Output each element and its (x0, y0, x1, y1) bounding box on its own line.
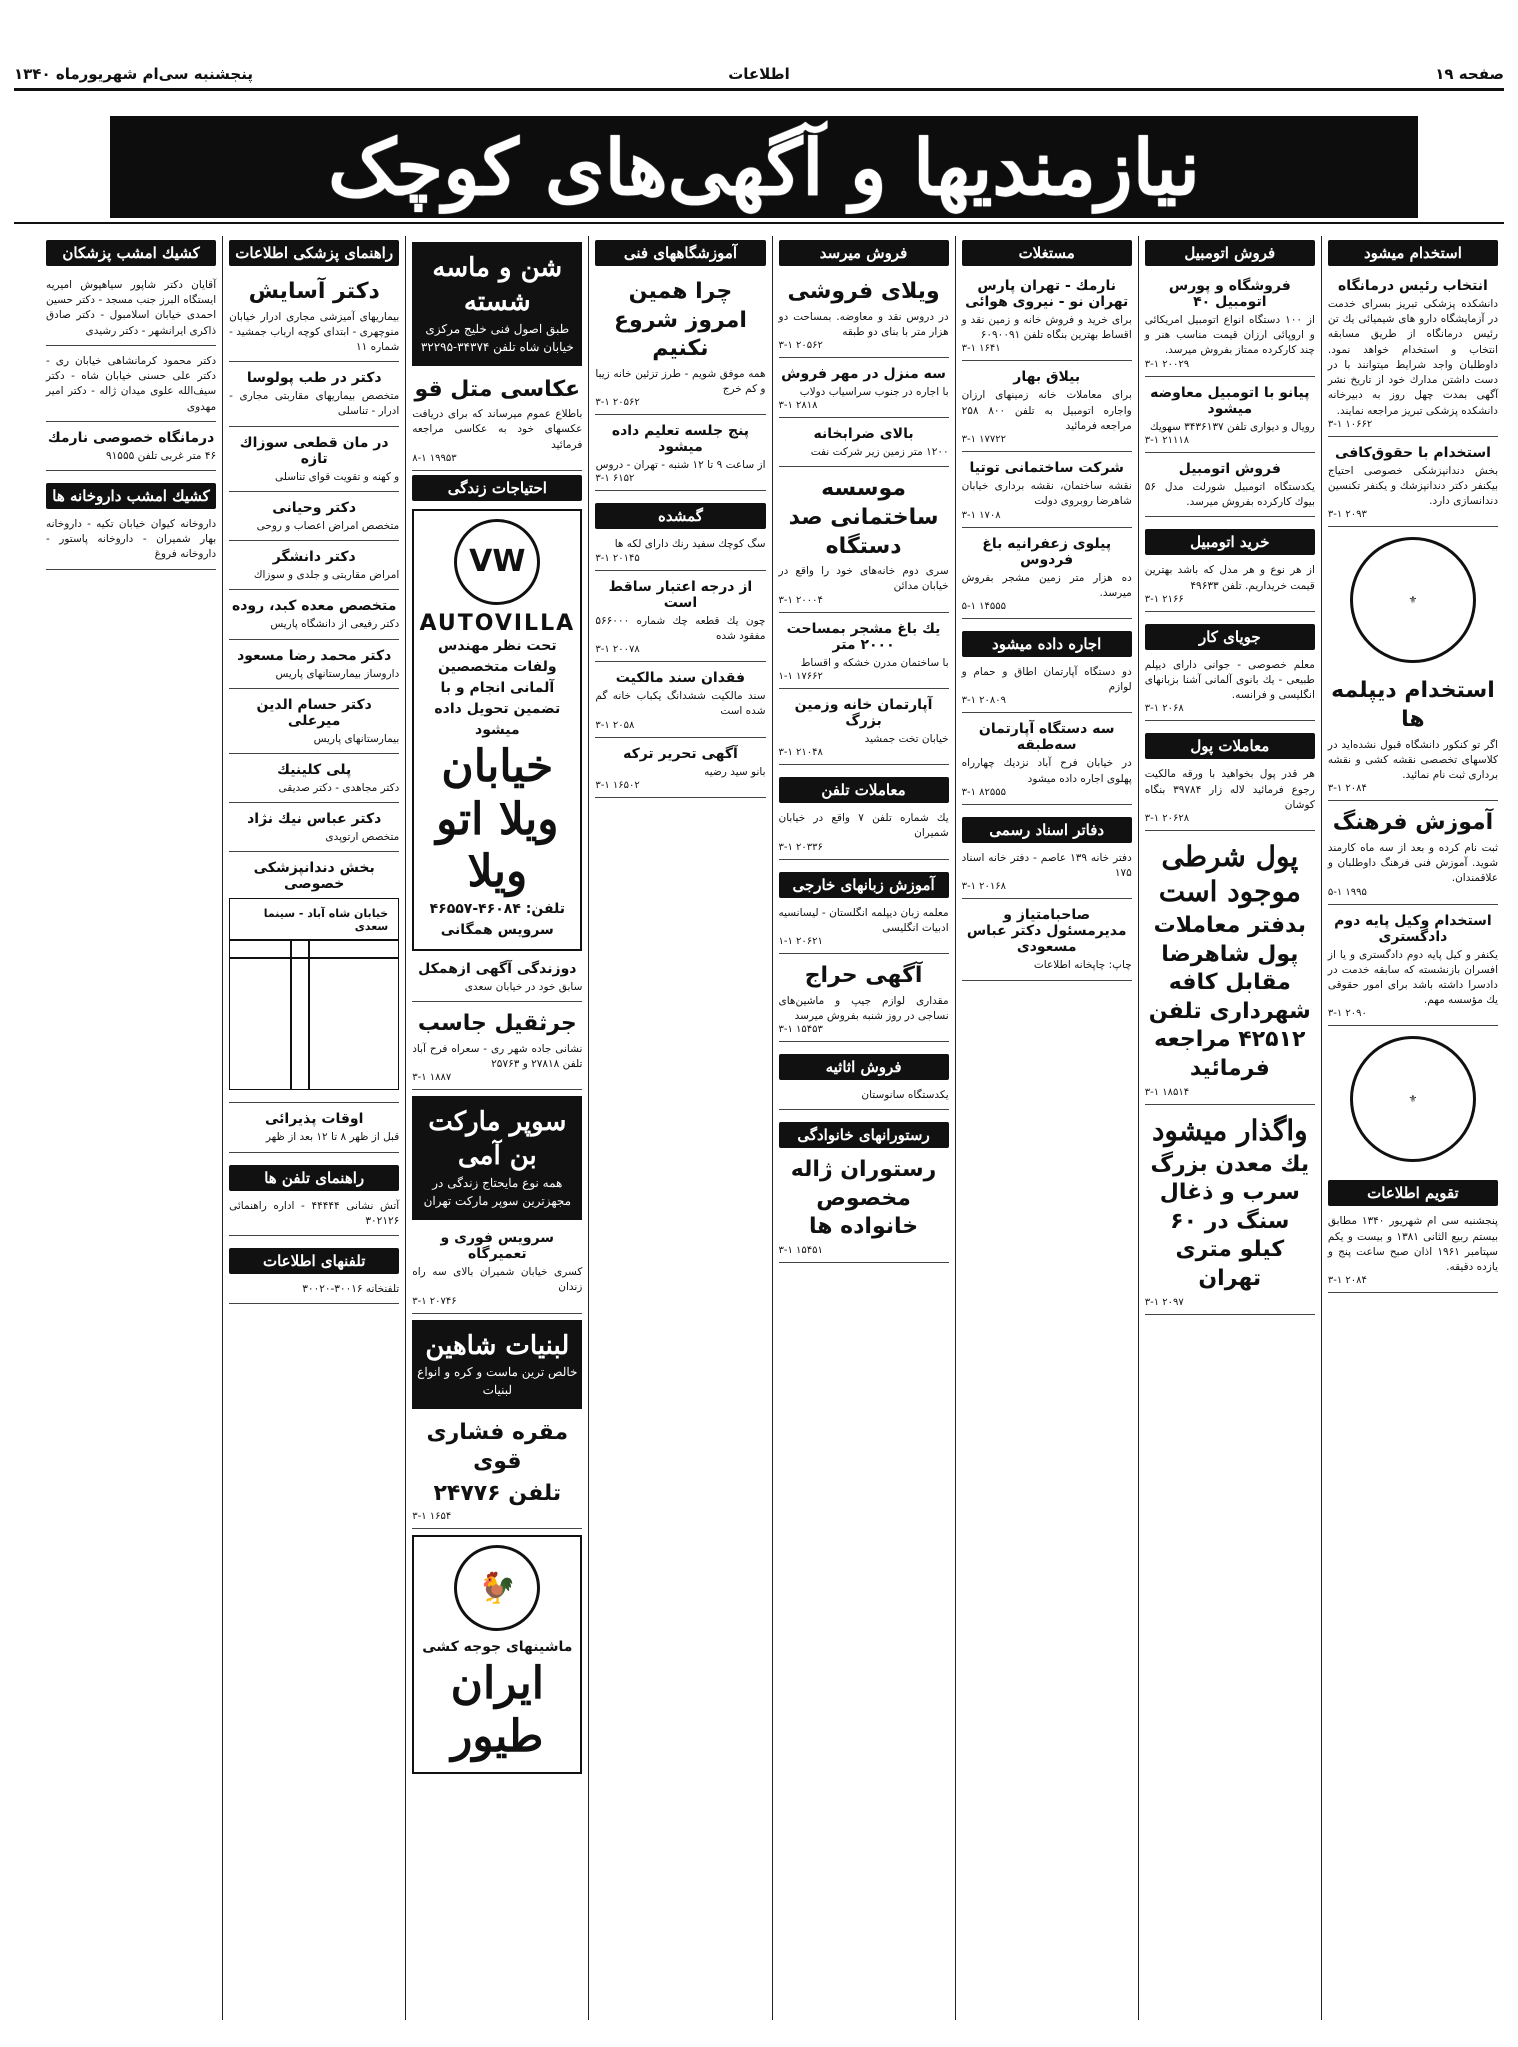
ad-phone: تلفن: ۴۶۰۸۴-۴۶۵۵۷ سرویس همگانی (429, 901, 566, 939)
ad-body: هر قدر پول بخواهید با ورقه مالکیت رجوع فرمائید لاله زار ۳۹۷۸۴ بنگاه کوشان (1144, 768, 1315, 811)
ad-title: پیانو با اتومبیل معاوضه میشود (1150, 384, 1310, 417)
ad-title: آموزش فرهنگ (1332, 810, 1494, 836)
ad-item (229, 545, 399, 590)
ad-item (779, 617, 949, 689)
ad-item (779, 362, 949, 418)
ad-body: خالص ترین ماست و کره و انواع لبنیات (417, 1365, 578, 1398)
ad-code: ۵-۱ ۱۹۹۵ (1327, 886, 1367, 898)
section-header: احتیاجات زندگی (412, 475, 582, 501)
ad-item (1328, 274, 1498, 437)
ad-body: از هر نوع و هر مدل که باشد بهترین قیمت خریداریم. تلفن ۴۹۶۳۳ (1144, 564, 1315, 592)
ad-item (1328, 673, 1498, 801)
ad-title: پول شرطی موجود است (1158, 840, 1301, 909)
sand-ad (412, 242, 582, 366)
ad-item (595, 666, 765, 737)
autovilla-ad (412, 509, 582, 951)
ad-body: کسری خیابان شمیران بالای سه راه زندان (412, 1266, 583, 1294)
ad-code: ۳-۱ ۱۵۴۵۱ (778, 1245, 823, 1257)
ad-item (229, 644, 399, 689)
ad-title: دوزندگی آگهی ازهمکل (418, 961, 577, 978)
ad-item (229, 366, 399, 426)
ad-body: ثبت نام کرده و بعد از سه ماه کارمند شوید. آموزش فنی فرهنگ داوطلبان و علاقمندان. (1327, 841, 1498, 885)
ad-code: ۳-۱ ۲۰۱۶۸ (961, 881, 1007, 893)
ad-body: همه موفق شویم - طرز تزئین خانه زیبا و کم خرج (595, 367, 766, 395)
ad-body: با اجاره در جنوب سراسیاب دولاب (799, 386, 949, 399)
ad-item (412, 1226, 582, 1313)
column-employment (1321, 236, 1504, 2020)
ad-title: بخش دندانپزشکی خصوصی (253, 860, 375, 893)
ad-body: برای خرید و فروش خانه و زمین نقد و اقساط بهترین بنگاه تلفن ۶۰۹۰۰۹۱ (961, 314, 1132, 342)
ad-code: ۳-۱ ۶۱۵۲ (595, 473, 635, 485)
ad-title: فقدان سند مالکیت (615, 670, 746, 687)
ad-body: تلفنخانه ۳۰۰۱۶-۳۰۰۲۰ (302, 1283, 400, 1296)
ad-item (595, 742, 765, 798)
ad-code: ۳-۱ ۲۸۱۸ (778, 400, 818, 412)
ad-body: داروخانه کیوان خیابان تکیه - داروخانه بهار شمیران - داروخانه پاستور - داروخانه فروغ (46, 517, 217, 561)
ad-code: ۱-۱ ۲۰۶۲۱ (778, 936, 823, 947)
ad-title: فروش اتومبیل (1178, 460, 1281, 477)
ad-code: ۳-۱ ۱۵۴۵۳ (778, 1024, 823, 1036)
ad-item (46, 350, 216, 422)
ad-item (46, 475, 216, 570)
ad-body: از ساعت ۹ تا ۱۲ شنبه - تهران - دروس (595, 459, 766, 472)
ad-item (229, 496, 399, 541)
ad-item (779, 1114, 949, 1263)
ad-title: اوقات پذیرائی (264, 1111, 364, 1128)
ad-title: فروشگاه و پورس اتومبیل ۴۰ (1168, 278, 1291, 310)
ad-body: اگر تو کنکور دانشگاه قبول نشده‌اید در کلاسهای تخصصی نقشه کشی و نقشه برداری ثبت نام نمائید. (1327, 738, 1498, 782)
ad-body: ۴۶ متر غربی تلفن ۹۱۵۵۵ (106, 449, 217, 462)
ad-subtitle: خیابان ویلا اتو ویلا (436, 740, 559, 898)
poultry-ad (412, 1535, 582, 1774)
ad-title: واگذار میشود (1151, 1113, 1308, 1147)
column-medical-guide (222, 236, 405, 2020)
ad-title: بالای ضرابخانه (813, 426, 914, 443)
ad-code: ۳-۱ ۲۰۳۳۶ (778, 841, 823, 853)
ad-item (46, 274, 216, 346)
ad-body: بیمارستانهای پاریس (313, 732, 400, 745)
ad-item (779, 422, 949, 467)
ad-code: ۳-۱ ۱۸۵۱۴ (1144, 1086, 1190, 1098)
ad-code: ۳-۱ ۱۸۸۷ (412, 1072, 452, 1084)
ad-code: ۵-۱ ۱۴۵۵۵ (961, 600, 1007, 612)
ad-body: دانشکده پزشکی تبریز بسرای خدمت در آزمایشگاه دارو های شیمیائی یك تن رئیس درمانگاه از طریق مسابقه انتخاب و استخدام خواهد نمود. داوطلبان واجد شرایط میتوانند با در دست داشتن مدارك خود از تاریخ نشر آگهی بمدت چهل روز به دبیرخانه دانشکده پزشکی تبریز مراجعه نمایند. (1327, 298, 1498, 417)
ad-body: رستوران ژاله مخصوص خانواده ها (790, 1157, 937, 1240)
ad-code: ۳-۱ ۲۰۹۷ (1144, 1296, 1184, 1308)
ad-item (779, 1046, 949, 1110)
ad-title: ویلای فروشی (787, 279, 940, 304)
ad-item (595, 575, 765, 662)
ad-title: دکتر محمد رضا مسعود (237, 647, 392, 664)
ad-body: متخصص بیماریهای مقاربتی مجاری - ادرار - تناسلی (229, 390, 400, 418)
ad-body: آقایان دکتر شاپور سیاهپوش امیریه ایستگاه البرز جنب مسجد - دکتر حسین احمدی خیابان اسلامبول - دکتر صادق ذاکری ایرانشهر - دکتر رشیدی (46, 279, 217, 337)
ad-code: ۳-۱ ۲۰۶۲۸ (1144, 813, 1190, 825)
ad-item (595, 419, 765, 491)
ad-code: ۳-۱ ۲۰۸۰۹ (961, 695, 1007, 707)
classified-columns (40, 236, 1504, 2020)
ministry-seal-icon: ⚜ (1350, 1036, 1476, 1162)
ad-body: سگ کوچك سفید رنك دارای لکه ها (614, 538, 766, 551)
ad-item (229, 758, 399, 803)
ad-code: ۳-۱ ۲۱۶۶ (1144, 593, 1184, 605)
rooster-icon: 🐓 (454, 1545, 540, 1631)
vw-logo-icon: VW (454, 519, 540, 605)
ad-item (1328, 1172, 1498, 1293)
ad-item (1328, 805, 1498, 904)
ad-item (779, 471, 949, 612)
ad-title: صاحبامتیاز و مدیرمسئول دکتر عباس مسعودی (966, 907, 1127, 956)
newspaper-name: اطلاعات (728, 65, 790, 83)
ad-title: جویای کار (1145, 624, 1315, 650)
ad-item (779, 864, 949, 954)
ad-title: سوپر مارکت بن آمی (428, 1107, 567, 1172)
ad-code: ۳-۱ ۲۰۵۸ (595, 719, 635, 731)
ad-title: دکتر حسام الدین میرعلی (256, 696, 372, 729)
ad-code: ۳-۱ ۲۰۰۲۹ (1144, 358, 1190, 370)
ad-title: عکاسی متل قو (414, 376, 581, 402)
ad-body: سابق خود در خیابان سعدی (464, 981, 583, 994)
ad-item (779, 274, 949, 358)
ad-title: پنج جلسه تعلیم داده میشود (611, 423, 750, 456)
ad-item (1145, 274, 1315, 377)
banner-title: نیازمندیها و آگهی‌های کوچک (328, 122, 1200, 212)
ad-body: برای معاملات خانه زمینهای ارزان واجاره اتومبیل به تلفن ۸۰۰ ۲۵۸ مراجعه فرمائید (961, 389, 1132, 432)
ad-title: آگهی تحریر ترکه (623, 745, 738, 762)
ad-code: ۳-۱ ۲۰۵۶۲ (778, 340, 823, 352)
ad-body: متخصص امراض اعصاب و روحی (256, 519, 400, 532)
map-road (290, 939, 310, 1089)
clinic-map (229, 898, 399, 1090)
ad-body: طبق اصول فنی خلیج مرکزی خیابان شاه تلفن ۳۴۳۷۴-۳۲۲۹۵ (420, 321, 574, 354)
ad-item (1328, 441, 1498, 528)
column-for-sale (772, 236, 955, 2020)
ad-body: چون یك قطعه چك شماره ۵۶۶۰۰۰ مفقود شده (595, 614, 766, 642)
ad-item (779, 693, 949, 765)
ad-title: انتخاب رئیس درمانگاه (1338, 278, 1488, 294)
ad-title: خرید اتومبیل (1145, 529, 1315, 555)
ad-body: بدفتر معاملات پول شاهرضا مقابل کافه شهرداری تلفن ۴۲۵۱۲ مراجعه فرمائید (1148, 913, 1311, 1082)
ad-code: ۸-۱ ۱۹۹۵۳ (412, 452, 457, 464)
ministry-seal-icon: ⚜ (1350, 537, 1476, 663)
ad-body: تلفن ۲۴۷۷۶ (433, 1480, 562, 1506)
ad-title: راهنمای تلفن ها (229, 1165, 399, 1191)
column-header: فروش میرسد (779, 240, 949, 266)
ad-title: موسسه ساختمانی صد دستگاه (788, 476, 939, 559)
ad-title: آگهی حراج (804, 963, 923, 988)
ad-code: ۳-۱ ۱۶۵۰۲ (595, 779, 640, 791)
ad-title: دکتر عباس نیك نژاد (247, 811, 382, 828)
ad-body: آتش نشانی ۴۴۴۴۴ - اداره راهنمائی ۳۰۲۱۲۶ (229, 1199, 400, 1227)
ad-title: دفاتر اسناد رسمی (962, 817, 1132, 843)
ad-title: استخدام دیپلمه ها (1331, 678, 1495, 732)
issue-date: پنجشنبه سی‌ام شهریورماه ۱۳۴۰ (14, 65, 253, 83)
ad-item (962, 456, 1132, 527)
ad-body: دکتر رفیعی از دانشگاه پاریس (270, 618, 400, 631)
ad-body: خیابان تخت جمشید (864, 732, 949, 745)
ad-title: بیلاق بهار (1013, 369, 1081, 386)
ad-code: ۳-۱ ۸۲۵۵۵ (961, 786, 1007, 798)
ad-code: ۳-۱ ۱۶۴۱ (961, 343, 1001, 355)
ad-item (229, 807, 399, 852)
ad-item (595, 495, 765, 570)
ad-body: یکدستگاه سانوستان (861, 1089, 949, 1102)
ad-body: معلم خصوصی - جوانی دارای دیپلم طبیعی - یك بانوی آلمانی آشنا بزبانهای انگلیسی و فرانسه. (1144, 658, 1315, 702)
ad-body: ماشینهای جوجه کشی (422, 1639, 573, 1656)
ad-body: بانو سید رضیه (704, 765, 766, 778)
ad-title: آپارتمان خانه وزمین بزرگ (794, 696, 933, 729)
column-header: فروش اتومبیل (1145, 240, 1315, 266)
ad-item (412, 1415, 582, 1529)
ad-title: گمشده (595, 503, 765, 529)
ad-title: AUTOVILLA (419, 610, 576, 636)
ad-title: کشیك امشب داروخانه ها (46, 483, 216, 509)
dairy-ad (412, 1320, 582, 1410)
column-header: استخدام میشود (1328, 240, 1498, 266)
ad-body: ده هزار متر زمین مشجر بفروش میرسد. (961, 571, 1132, 599)
ad-body: در دروس نقد و معاوضه. بمساحت دو هزار متر با بنای دو طبقه (778, 310, 949, 338)
ad-body: پنجشنبه سی ام شهریور ۱۳۴۰ مطابق بیستم ربیع الثانی ۱۳۸۱ و بیست و یکم سپتامبر ۱۹۶۱ اذان صبح ساعت پنج و یازده دقیقه. (1327, 1215, 1499, 1274)
ad-item (229, 1240, 399, 1304)
ad-title: متخصص معده کبد، روده (231, 598, 397, 615)
ad-item (962, 365, 1132, 452)
ad-title: لبنیات شاهین (425, 1330, 570, 1361)
ad-title: آموزش زبانهای خارجی (779, 872, 949, 898)
ad-code: ۳-۱ ۲۰۱۴۵ (595, 552, 640, 564)
ad-item (1145, 616, 1315, 722)
ad-title: پیلوی زعفرانیه باغ فردوس (982, 535, 1112, 568)
ad-code: ۳-۱ ۱۰۶۶۲ (1327, 418, 1373, 430)
ad-code: ۳-۱ ۱۷۷۲۲ (961, 434, 1007, 446)
ad-title: اجاره داده میشود (962, 631, 1132, 657)
ad-title: تقویم اطلاعات (1328, 1180, 1498, 1206)
ad-code: ۳-۱ ۲۰۸۴ (1327, 1275, 1367, 1287)
column-schools (588, 236, 771, 2020)
ad-item (962, 623, 1132, 713)
ad-title: دکتر در طب پولوسا (246, 370, 382, 387)
ad-title: چرا همین امروز شروع نکنیم (614, 279, 747, 362)
publisher-credit (962, 903, 1132, 980)
ad-item (229, 594, 399, 639)
ad-item (1328, 909, 1498, 1027)
ad-code: ۳-۱ ۲۰۵۶۲ (595, 397, 640, 409)
ad-body: رویال و دیواری تلفن ۳۴۳۶۱۳۷ سهویك (1149, 420, 1315, 433)
ad-title: استخدام با حقوق‌کافی (1334, 444, 1491, 461)
ad-item (1145, 725, 1315, 831)
ad-body: معلمه زبان دیپلمه انگلستان - لیسانسیه ادبیات انگلیسی (778, 906, 949, 934)
ad-item (229, 693, 399, 754)
ad-body: نشانی جاده شهر ری - سعراه فرح آباد تلفن ۲۷۸۱۸ و ۲۵۷۶۳ (412, 1043, 583, 1071)
ad-title: معاملات تلفن (779, 777, 949, 803)
ad-body: امراض مقاربتی و جلدی و سوزاك (253, 569, 400, 582)
ad-item (1145, 1109, 1315, 1315)
ad-item (779, 769, 949, 859)
map-label: خیابان شاه آباد - سینما سعدی (263, 907, 389, 934)
ad-title: پلی کلینیك (277, 762, 352, 778)
ad-item (962, 717, 1132, 804)
ad-title: تلفنهای اطلاعات (229, 1248, 399, 1274)
ad-item (229, 1107, 399, 1152)
column-car-sales (1138, 236, 1321, 2020)
ad-body: سند مالکیت ششدانگ یکباب خانه گم شده است (595, 690, 766, 718)
ad-body: یکنفر و کیل پایه دوم دادگستری و یا از افسران بازنشسته که سابقه خدمت در دادسرا داشته باشد برای امور حقوقی یك مؤسسه مهم. (1327, 948, 1498, 1007)
ad-item (412, 1006, 582, 1090)
ad-item (412, 372, 582, 471)
ad-item (962, 809, 1132, 899)
ad-title: سه دستگاه آپارتمان سه‌طبقه (978, 721, 1115, 754)
column-header: مستغلات (962, 240, 1132, 266)
ad-code: ۳-۱ ۲۰۹۰ (1327, 1008, 1367, 1020)
ad-item (962, 532, 1132, 619)
ad-body: باطلاع عموم میرساند که برای دریافت عکسهای خود به عکاسی مراجعه فرمائید (412, 408, 583, 451)
ad-body: یك معدن بزرگ سرب و ذغال سنگ در ۶۰ کیلو متری تهران (1150, 1151, 1310, 1291)
ad-item (1145, 835, 1315, 1105)
ad-title: دکتر آسایش (248, 279, 380, 304)
ad-item (229, 856, 399, 1103)
map-road (230, 939, 398, 959)
ad-code: ۳-۱ ۲۱۱۱۸ (1144, 434, 1190, 446)
ad-code: ۳-۱ ۲۰۶۸ (1144, 703, 1184, 715)
ad-title: رستورانهای خانوادگی (779, 1122, 949, 1148)
ad-code: ۳-۱ ۲۱۰۴۸ (778, 747, 823, 759)
column-header: راهنمای پزشکی اطلاعات (229, 240, 399, 266)
ad-item (595, 274, 765, 415)
ad-title: شن و ماسه شسته (432, 253, 563, 317)
ad-body: تحت نظر مهندس ولفات متخصصین آلمانی انجام و با تضمین تحویل داده میشود (434, 637, 561, 738)
ad-body: چاپ: چاپخانه اطلاعات (1033, 959, 1132, 972)
ad-item (229, 1157, 399, 1236)
ad-title: جرثقیل جاسب (417, 1011, 577, 1037)
ad-body: یکدستگاه اتومبیل شورلت مدل ۵۶ بیوك کارکرده بفروش میرسد. (1144, 480, 1315, 509)
ad-item (1145, 457, 1315, 517)
ad-body: نقشه ساختمان، نقشه برداری خیابان شاهرضا روبروی دولت (961, 480, 1132, 508)
ad-title: دکتر دانشگر (272, 549, 356, 566)
ad-body: یك شماره تلفن ۷ واقع در خیابان شمیران (778, 812, 949, 840)
ad-body: و کهنه و تقویت قوای تناسلی (274, 470, 400, 483)
ad-item (46, 426, 216, 471)
ad-body: دفتر خانه ۱۳۹ عاصم - دفتر خانه اسناد ۱۷۵ (961, 851, 1132, 880)
ad-title: مقره فشاری قوی (426, 1420, 569, 1474)
ad-body: دکتر محمود کرمانشاهی خیابان ری - دکتر علی حسنی خیابان شاه - دکتر سیف‌الله علوی میدان ژاله - دکتر امیر مهدوی (46, 354, 217, 413)
ad-item (1145, 381, 1315, 453)
ad-title: فروش اثاثیه (779, 1054, 949, 1080)
ad-body: مقداری لوازم جیپ و ماشین‌های نساجی در روز شنبه بفروش میرسد (778, 994, 949, 1022)
page-header (14, 60, 1504, 91)
ad-body: داروساز بیمارستانهای پاریس (275, 667, 400, 680)
ad-code: ۳-۱ ۲۰۷۴۶ (412, 1295, 457, 1307)
ad-code: ۱-۱ ۱۷۶۶۲ (778, 670, 823, 682)
ad-code: ۳-۱ ۲۰۰۰۴ (778, 594, 823, 606)
banner-divider (14, 222, 1504, 224)
ad-body: در خیابان فرح آباد نزدیك چهارراه پهلوی اجاره داده میشود (961, 757, 1132, 785)
ad-title: از درجه اعتبار ساقط است (608, 578, 753, 611)
ad-title: ایران طیور (450, 1658, 544, 1762)
ad-item (229, 274, 399, 362)
ad-body: از ۱۰۰ دستگاه انواع اتومبیل امریکائی و اروپائی ارزان قیمت مناسب هنر و چند کارکرده ممتاز بفروش میرسد. (1144, 314, 1315, 357)
ad-item (779, 958, 949, 1042)
ad-title: دکتر وحیانی (272, 499, 357, 516)
ad-title: سرویس فوری و تعمیرگاه (440, 1230, 555, 1263)
ad-item (962, 274, 1132, 361)
ad-title: استخدام وکیل پایه دوم دادگستری (1334, 912, 1492, 945)
ad-code: ۳-۱ ۲۰۸۴ (1327, 783, 1367, 795)
column-header: آموزشگاههای فنی (595, 240, 765, 266)
ad-body: ۱۲۰۰ متر زمین زیر شرکت نفت (810, 446, 949, 459)
ad-code: ۳-۱ ۱۶۵۴ (412, 1511, 452, 1523)
ad-body: دکتر مجاهدی - دکتر صدیقی (278, 782, 400, 794)
supermarket-ad (412, 1096, 582, 1220)
column-doctors-on-call (40, 236, 222, 2020)
ad-body: سری دوم خانه‌های خود را واقع در خیابان مدائن (778, 565, 949, 593)
column-header: کشیك امشب پزشکان (46, 240, 216, 266)
ad-title: یك باغ مشجر بمساحت ۲۰۰۰ متر (786, 620, 941, 653)
column-real-estate (955, 236, 1138, 2020)
section-banner (110, 116, 1418, 218)
ad-body: دو دستگاه آپارتمان اطاق و حمام و لوازم (961, 665, 1132, 694)
ad-body: همه نوع مایحتاج زندگی در مجهزترین سوپر مارکت تهران (423, 1176, 572, 1209)
ad-title: سه منزل در مهر فروش (781, 366, 946, 383)
page-number: صفحه ۱۹ (1435, 65, 1504, 83)
ad-body: متخصص ارتوپدی (325, 831, 400, 844)
ad-body: بخش دندانپزشکی خصوصی احتیاج بیکنفر دکتر دندانپزشك و یکنفر تکنسین دندانسازی دارد. (1327, 464, 1498, 508)
ad-title: معاملات پول (1145, 733, 1315, 759)
column-display-ads (405, 236, 588, 2020)
ad-item (229, 431, 399, 492)
ad-title: درمانگاه خصوصی نارمك (47, 429, 215, 446)
ad-item (412, 957, 582, 1002)
ad-item (1145, 521, 1315, 611)
ad-title: در مان قطعی سوزاك تازه (239, 434, 389, 467)
ad-code: ۳-۱ ۲۰۰۷۸ (595, 644, 640, 656)
ad-body: قبل از ظهر ۸ تا ۱۲ بعد از ظهر (265, 1131, 400, 1144)
ad-code: ۳-۱ ۲۰۹۳ (1327, 509, 1367, 521)
ad-title: شرکت ساختمانی توتیا (969, 460, 1124, 477)
ad-title: نارمك - تهران پارس تهران نو - نیروی هوائی (965, 278, 1129, 310)
ad-body: با ساختمان مدرن خشکه و اقساط (800, 656, 949, 669)
ad-code: ۳-۱ ۱۷۰۸ (961, 509, 1001, 521)
ad-body: بیماریهای آمیزشی مجاری ادرار خیابان منوچهری - ابتدای کوچه ارباب جمشید - شماره ۱۱ (229, 310, 400, 354)
